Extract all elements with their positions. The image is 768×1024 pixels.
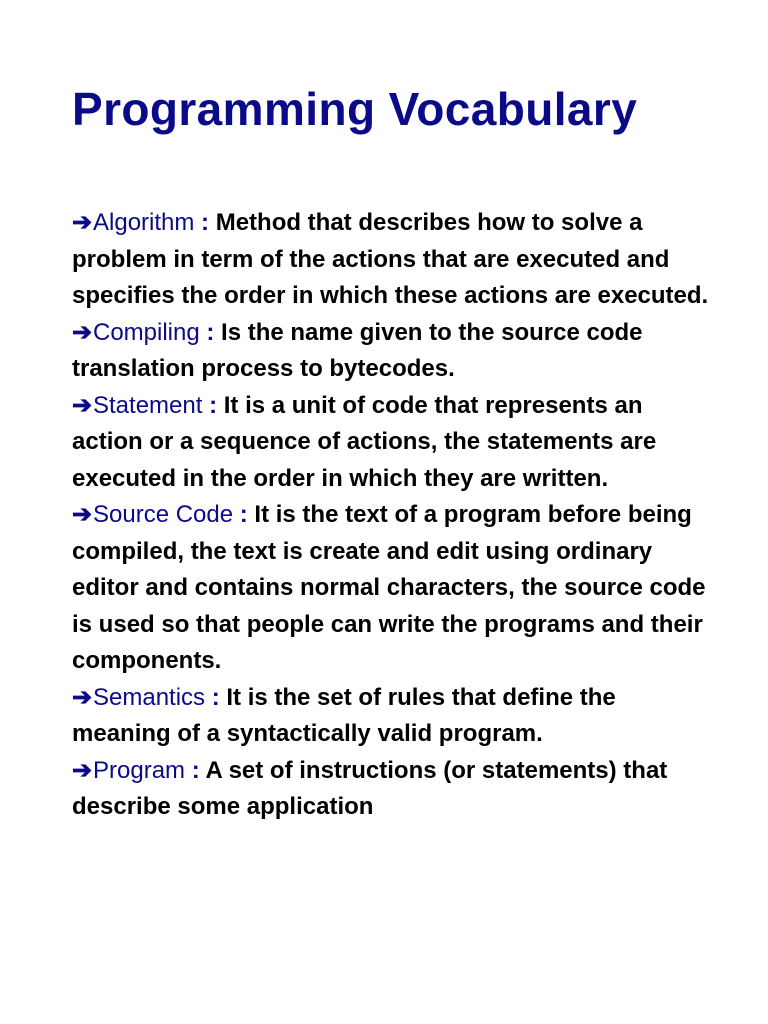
term-separator: : (205, 683, 227, 711)
arrow-right-icon: ➔ (72, 501, 93, 528)
term-separator: : (233, 501, 255, 528)
term-separator: : (185, 756, 206, 784)
vocabulary-list (72, 205, 712, 826)
term-definition: Method that describes how to solve a problem in term of the actions that are executed and specifies the order in which these actions are executed. (72, 209, 709, 309)
arrow-right-icon: ➔ (72, 209, 93, 236)
term-label: Semantics (93, 683, 206, 711)
vocabulary-entry-semantics (72, 680, 712, 753)
arrow-right-icon: ➔ (72, 756, 93, 784)
vocabulary-entry-compiling (72, 315, 712, 388)
term-label: Compiling (93, 318, 200, 346)
arrow-right-icon: ➔ (72, 318, 93, 346)
term-separator: : (194, 209, 216, 236)
page-title: Programming Vocabulary (72, 83, 638, 135)
vocabulary-entry-algorithm (72, 205, 712, 315)
term-label: Statement (93, 391, 203, 419)
term-definition: It is the set of rules that define the meaning of a syntactically valid program. (72, 683, 616, 747)
term-definition: Is the name given to the source code translation process to bytecodes. (72, 318, 643, 382)
vocabulary-entry-source-code (72, 497, 712, 680)
vocabulary-entry-program (72, 753, 712, 826)
vocabulary-entry-statement (72, 388, 712, 498)
term-definition: A set of instructions (or statements) that describe some application (72, 756, 668, 820)
term-separator: : (202, 391, 224, 419)
term-label: Algorithm (93, 209, 195, 236)
term-label: Source Code (93, 501, 234, 528)
term-label: Program (93, 756, 186, 784)
term-definition: It is a unit of code that represents an action or a sequence of actions, the statements are executed in the order in which they are written. (72, 391, 657, 492)
term-definition: It is the text of a program before being compiled, the text is create and edit using ordinary editor and contains normal characters, the source code is used so that people can write the programs and their components. (72, 501, 706, 674)
arrow-right-icon: ➔ (72, 683, 93, 711)
arrow-right-icon: ➔ (72, 391, 93, 419)
term-separator: : (199, 318, 222, 346)
